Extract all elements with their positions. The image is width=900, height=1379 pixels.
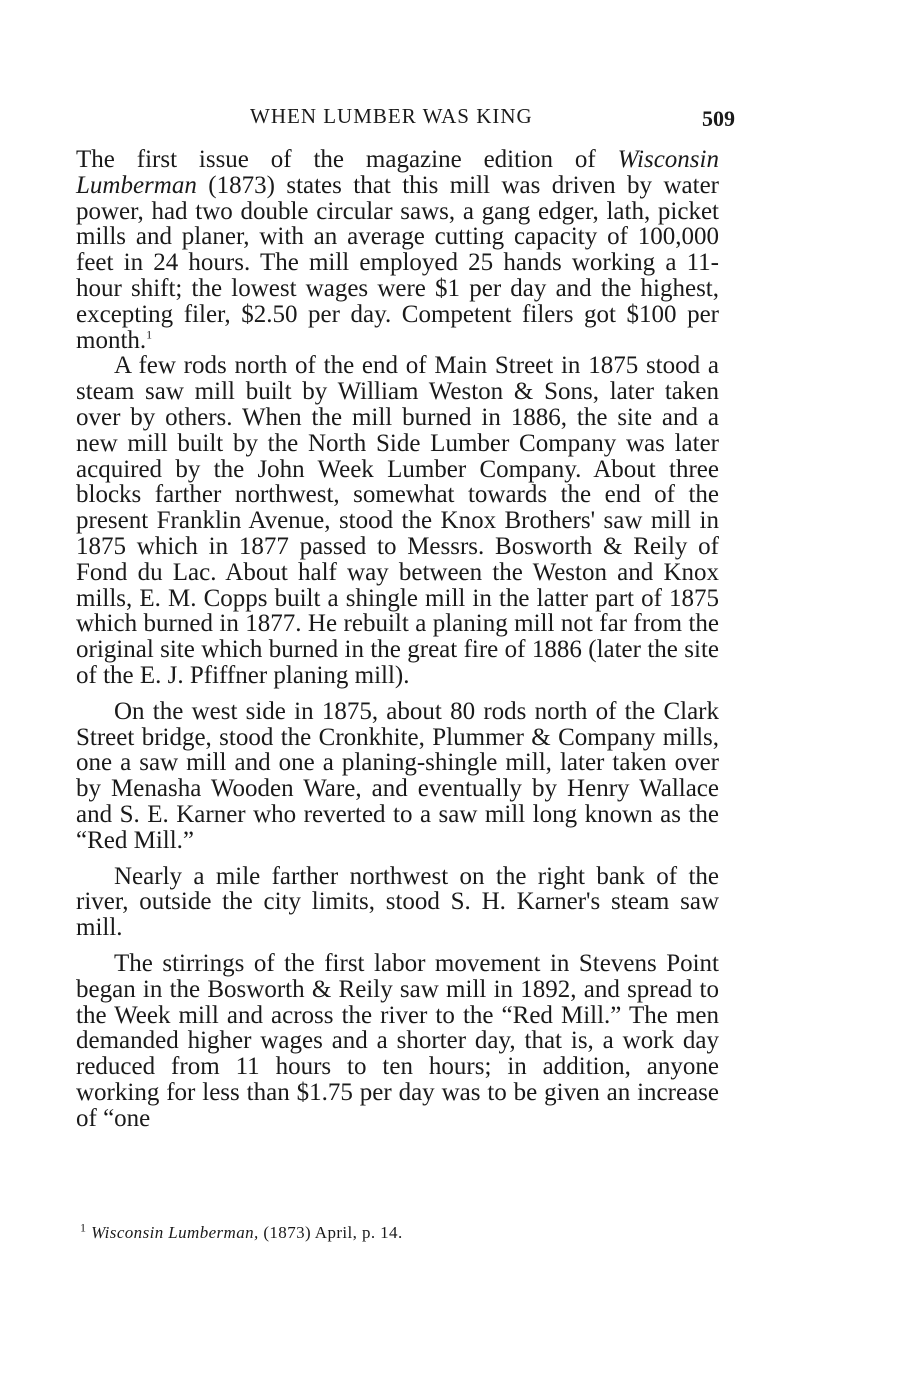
footnote	[80, 1220, 403, 1243]
paragraph-2: A few rods north of the end of Main Street in 1875 stood a steam saw mill built by William Weston & Sons, later taken over by others. When the mill burned in 1886, the site and a new mill built by the North Side Lumber Company was later acquired by the John Week Lumber Company. About three blocks farther northwest, somewhat towards the end of the present Franklin Avenue, stood the Knox Brothers' saw mill in 1875 which in 1877 passed to Messrs. Bosworth & Reily of Fond du Lac. About half way between the Weston and Knox mills, E. M. Copps built a shingle mill in the latter part of 1875 which burned in 1877. He rebuilt a planing mill not far from the original site which burned in the great fire of 1886 (later the site of the E. J. Pfiffner planing mill).	[76, 352, 719, 689]
paragraph-1	[76, 147, 719, 353]
footnote-marker: 1	[80, 1220, 87, 1235]
running-title: WHEN LUMBER WAS KING	[250, 104, 533, 128]
footnote-source: Wisconsin Lumberman,	[91, 1223, 259, 1242]
page-number: 509	[702, 106, 735, 131]
body-text	[76, 147, 719, 1131]
paragraph-3: On the west side in 1875, about 80 rods north of the Clark Street bridge, stood the Cronkhite, Plummer & Company mills, one a saw mill and one a planing-shingle mill, later taken over by Menasha Wooden Ware, and eventually by Henry Wallace and S. E. Karner who reverted to a saw mill long known as the “Red Mill.”	[76, 697, 719, 854]
paragraph-5: The stirrings of the first labor movement in Stevens Point began in the Bosworth & Reily saw mill in 1892, and spread to the Week mill and across the river to the “Red Mill.” The men demanded higher wages and a shorter day, that is, a work day reduced from 11 hours to ten hours; in addition, anyone working for less than $1.75 per day was to be given an increase of “one	[76, 949, 719, 1132]
paragraph-1-text-a: The first issue of the magazine edition of	[76, 146, 618, 173]
running-header	[90, 104, 735, 134]
footnote-reference: 1	[146, 327, 153, 342]
footnote-detail: (1873) April, p. 14.	[258, 1223, 403, 1242]
paragraph-1-text-b: (1873) states that this mill was driven by water power, had two double circular saws, a gang edger, lath, picket mills and planer, with an average cutting capacity of 100,000 feet in 24 hours. The mill employed 25 hands working a 11-hour shift; the lowest wages were $1 per day and the highest, excepting filer, $2.50 per day. Competent filers got $100 per month.	[76, 171, 719, 354]
paragraph-4: Nearly a mile farther northwest on the right bank of the river, outside the city limits, stood S. H. Karner's steam saw mill.	[76, 862, 719, 942]
paragraph-1-italic-title: Wisconsin Lumberman	[76, 146, 719, 199]
